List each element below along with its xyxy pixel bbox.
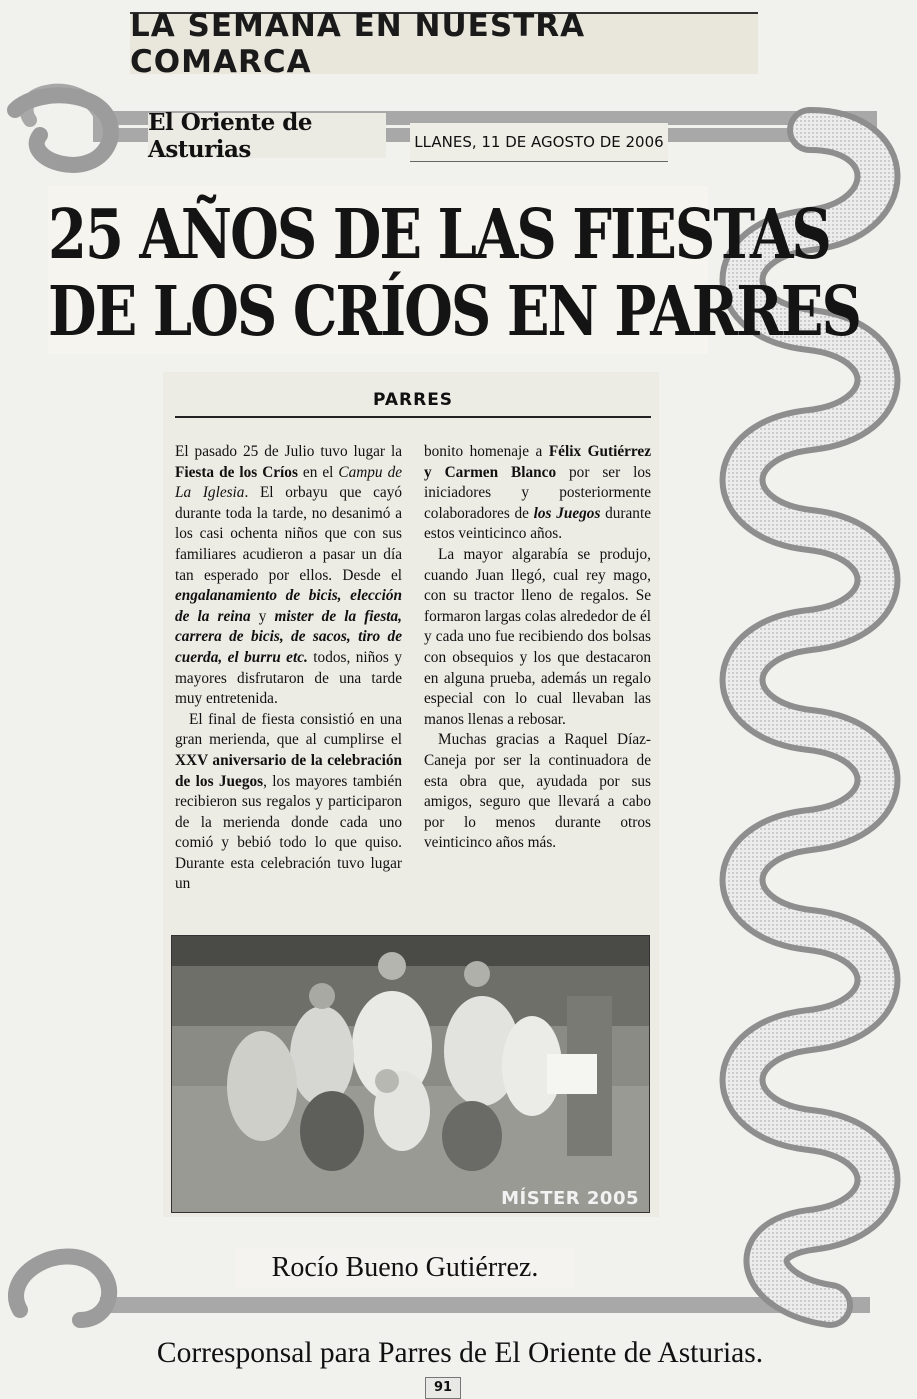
page-number: 91 <box>425 1377 461 1399</box>
photo-caption: MÍSTER 2005 <box>501 1188 639 1209</box>
banner-title: LA SEMANA EN NUESTRA COMARCA <box>130 8 586 80</box>
article-photo <box>171 935 650 1213</box>
author-name: Rocío Bueno Gutiérrez. <box>235 1248 575 1288</box>
article-paragraph: El final de fiesta consistió en una gran merienda, que al cumplirse el XXV aniversario de la celebración de los Juegos, los mayores también recibieron sus regalos y participaron de la merienda donde cada uno comió y bebió todo lo que quiso. Durante esta celebración tuvo lugar un <box>175 710 402 893</box>
article-paragraph: bonito homenaje a Félix Gutiérrez y Carmen Blanco por ser los iniciadores y posteriormente colaboradores de los Juegos durante estos veinticinco años. <box>424 443 651 543</box>
dateline-box <box>410 123 668 162</box>
article-paragraph: Muchas gracias a Raquel Díaz-Caneja por ser la continuadora de esta obra que, ayudada por sus amigos, seguro que llevará a cabo por lo menos durante otros veinticinco años más. <box>424 731 651 852</box>
section-header: PARRES <box>175 390 651 418</box>
headline-line-2: DE LOS CRÍOS EN PARRES <box>48 271 860 353</box>
article-column-2 <box>424 442 651 854</box>
author-role: Corresponsal para Parres de El Oriente de Asturias. <box>156 1337 764 1369</box>
headline-line-1: 25 AÑOS DE LAS FIESTAS <box>48 194 830 276</box>
top-banner <box>130 8 758 80</box>
article-paragraph: El pasado 25 de Julio tuvo lugar la Fiesta de los Críos en el Campu de La Iglesia. El orbayu que cayó durante toda la tarde, no desanimó a los casi ochenta niños que con sus familiares acudieron a pasar un día tan esperado por ellos. Desde el engalanamiento de bicis, elección de la reina y mister de la fiesta, carrera de bicis, de sacos, tiro de cuerda, el burru etc. todos, niños y mayores disfrutaron de una tarde muy entretenida. <box>175 443 403 708</box>
publication-masthead <box>148 108 386 163</box>
dateline-text: LLANES, 11 DE AGOSTO DE 2006 <box>414 133 664 151</box>
photo-children-group <box>172 936 649 1212</box>
article-column-1 <box>175 442 402 895</box>
publication-name: El Oriente de Asturias <box>148 108 313 163</box>
headline-block <box>48 186 860 354</box>
article-paragraph: La mayor algarabía se produjo, cuando Juan llegó, cual rey mago, con su tractor lleno de regalos. Se formaron largas colas alrededor de él y cada uno fue recibiendo dos bolsas con obsequios y los que destacaron en alguna prueba, además un regalo especial con lo cual llevaban las manos llenas a rebosar. <box>424 545 651 728</box>
